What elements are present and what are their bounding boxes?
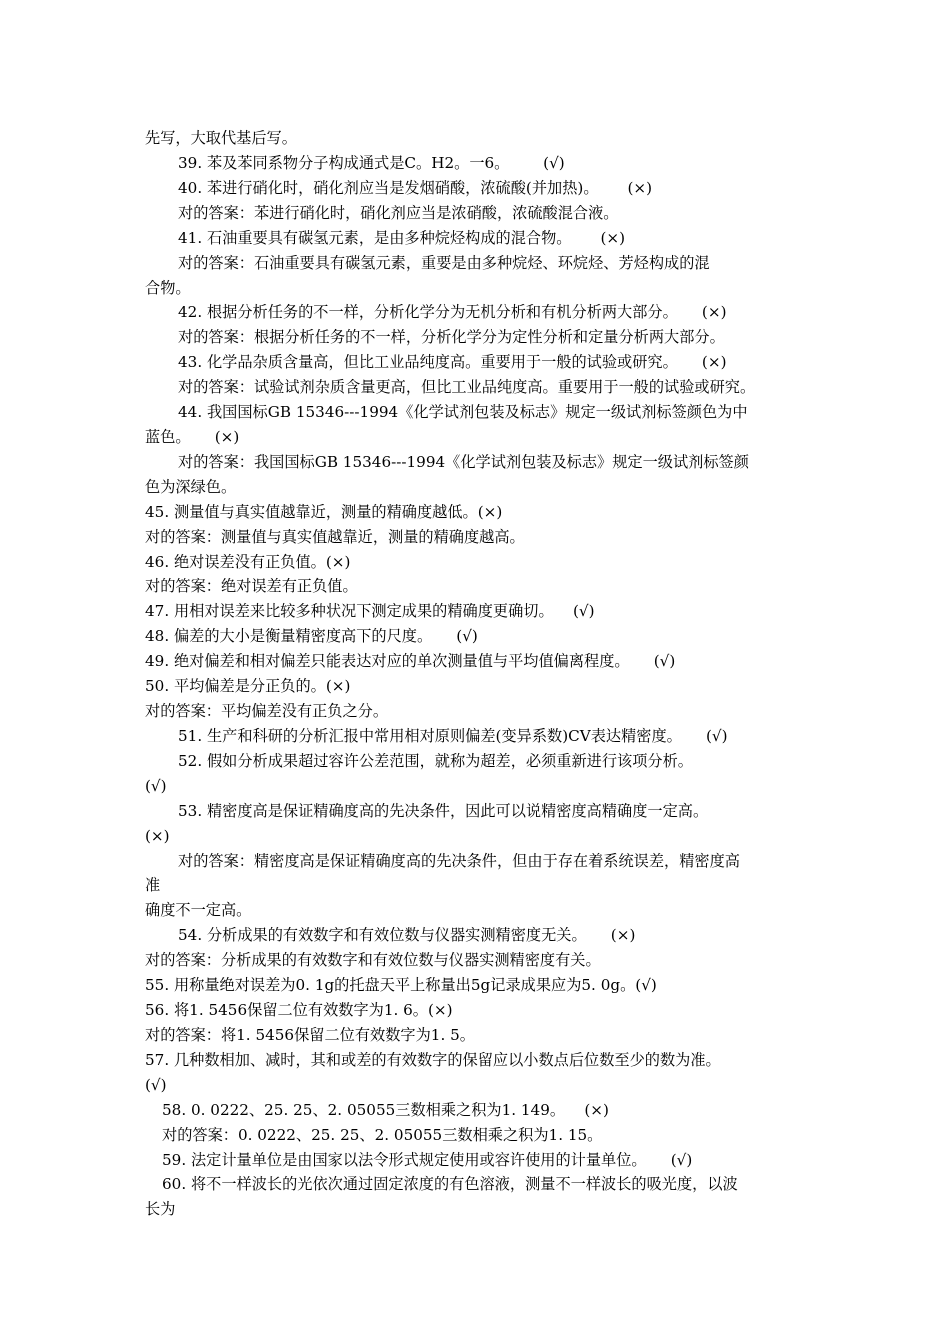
text-line: 对的答案：0. 0222、25. 25、2. 05055三数相乘之积为1. 15。 [162,1126,603,1144]
text-line: 对的答案：精密度高是保证精确度高的先决条件，但由于存在着系统误差，精密度高 [178,852,740,870]
text-line: 对的答案：测量值与真实值越靠近，测量的精确度越高。 [145,528,525,546]
text-line: 52. 假如分析成果超过容许公差范围，就称为超差，必须重新进行该项分析。 [178,752,693,770]
text-line: 对的答案：苯进行硝化时，硝化剂应当是浓硝酸，浓硫酸混合液。 [178,204,619,222]
text-line: 57. 几种数相加、减时，其和或差的有效数字的保留应以小数点后位数至少的数为准。 [145,1051,721,1069]
text-line: 60. 将不一样波长的光依次通过固定浓度的有色溶液，测量不一样波长的吸光度，以波 [162,1175,738,1193]
text-line: 41. 石油重要具有碳氢元素，是由多种烷烃构成的混合物。 (×) [178,229,626,247]
text-line: (×) [145,827,170,845]
text-line: 色为深绿色。 [145,478,237,496]
text-line: 50. 平均偏差是分正负的。(×) [145,677,351,695]
text-line: 对的答案：试验试剂杂质含量更高，但比工业品纯度高。重要用于一般的试验或研究。 [178,378,756,396]
text-line: 对的答案：根据分析任务的不一样，分析化学分为定性分析和定量分析两大部分。 [178,328,725,346]
text-line: 对的答案：平均偏差没有正负之分。 [145,702,388,720]
text-line: 先写，大取代基后写。 [145,129,297,147]
text-line: 44. 我国国标GB 15346---1994《化学试剂包装及标志》规定一级试剂标签颜色为中 [178,403,748,421]
text-line: 确度不一定高。 [145,901,252,919]
text-line: 45. 测量值与真实值越靠近，测量的精确度越低。(×) [145,503,503,521]
text-line: 49. 绝对偏差和相对偏差只能表达对应的单次测量值与平均值偏离程度。 (√) [145,652,676,670]
text-line: 47. 用相对误差来比较多种状况下测定成果的精确度更确切。 (√) [145,602,595,620]
text-line: 42. 根据分析任务的不一样，分析化学分为无机分析和有机分析两大部分。 (×) [178,303,727,321]
text-line: 54. 分析成果的有效数字和有效位数与仪器实测精密度无关。 (×) [178,926,636,944]
text-line: 59. 法定计量单位是由国家以法令形式规定使用或容许使用的计量单位。 (√) [162,1151,693,1169]
text-line: (√) [145,1076,167,1094]
text-line: 39. 苯及苯同系物分子构成通式是C。H2。一6。 (√) [178,154,565,172]
text-line: 对的答案：绝对误差有正负值。 [145,577,358,595]
text-line: 对的答案：分析成果的有效数字和有效位数与仪器实测精密度有关。 [145,951,601,969]
text-line: (√) [145,777,167,795]
text-line: 准 [145,876,161,894]
text-line: 55. 用称量绝对误差为0. 1g的托盘天平上称量出5g记录成果应为5. 0g。(√) [145,976,657,994]
text-line: 51. 生产和科研的分析汇报中常用相对原则偏差(变异系数)CV表达精密度。 (√) [178,727,728,745]
text-line: 对的答案：石油重要具有碳氢元素，重要是由多种烷烃、环烷烃、芳烃构成的混 [178,254,710,272]
text-line: 40. 苯进行硝化时，硝化剂应当是发烟硝酸，浓硫酸(并加热)。 (×) [178,179,653,197]
text-line: 长为 [145,1200,176,1218]
text-line: 46. 绝对误差没有正负值。(×) [145,553,351,571]
text-line: 56. 将1. 5456保留二位有效数字为1. 6。(×) [145,1001,453,1019]
text-line: 蓝色。 (×) [145,428,240,446]
text-line: 43. 化学品杂质含量高，但比工业品纯度高。重要用于一般的试验或研究。 (×) [178,353,727,371]
text-line: 合物。 [145,279,191,297]
text-line: 对的答案：我国国标GB 15346---1994《化学试剂包装及标志》规定一级试剂标签颜 [178,453,749,471]
text-line: 58. 0. 0222、25. 25、2. 05055三数相乘之积为1. 149。 (×) [162,1101,609,1119]
text-line: 53. 精密度高是保证精确度高的先决条件，因此可以说精密度高精确度一定高。 [178,802,709,820]
text-line: 对的答案：将1. 5456保留二位有效数字为1. 5。 [145,1026,475,1044]
text-line: 48. 偏差的大小是衡量精密度高下的尺度。 (√) [145,627,478,645]
